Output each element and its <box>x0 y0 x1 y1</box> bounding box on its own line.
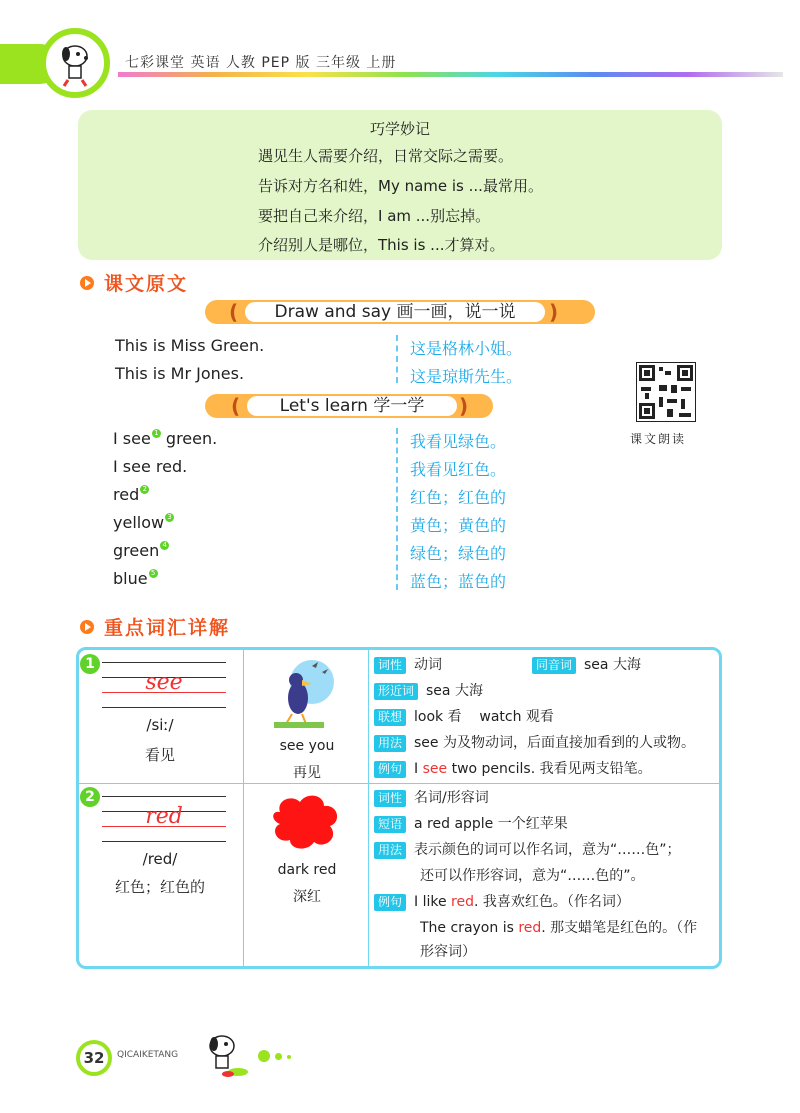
draw-say-banner <box>205 300 595 324</box>
mnemonic-line: 介绍别人是哪位，This is ...才算对。 <box>258 236 505 254</box>
text-en: I see <box>113 429 151 448</box>
text-line-en <box>113 429 217 448</box>
bird-illustration-icon <box>268 656 340 732</box>
detail-text: 动词 <box>414 657 443 673</box>
footnote-number: 5 <box>149 569 158 578</box>
detail-row <box>374 839 681 859</box>
footnote-number: 4 <box>160 541 169 550</box>
paren-left-icon: ( <box>231 394 241 418</box>
mnemonic-box <box>78 110 722 260</box>
footnote-number: 2 <box>140 485 149 494</box>
mnemonic-title: 巧学妙记 <box>369 120 430 138</box>
divider-dashed <box>396 428 398 590</box>
detail-text: . 那支蜡笔是红色的。（作 <box>541 920 698 936</box>
vocab-number: 2 <box>80 787 100 807</box>
text-line-en: I see red. <box>113 457 188 476</box>
text-line-cn: 蓝色；蓝色的 <box>410 572 507 591</box>
footnote-number: 3 <box>165 513 174 522</box>
detail-text: look 看 watch 观看 <box>414 709 554 725</box>
detail-row <box>374 680 483 700</box>
detail-text: sea 大海 <box>426 683 483 699</box>
label-tag: 词性 <box>374 790 406 807</box>
qr-label: 课文朗读 <box>630 432 687 446</box>
label-tag: 用法 <box>374 735 406 752</box>
footer-brand: QICAIKETANG <box>117 1050 179 1060</box>
text-line-cn: 我看见红色。 <box>410 460 507 479</box>
dog-mascot-icon <box>46 34 104 92</box>
label-tag: 用法 <box>374 842 406 859</box>
detail-row <box>374 654 442 674</box>
detail-row: 还可以作形容词，意为“……色的”。 <box>420 868 645 884</box>
highlight-word: red <box>518 920 542 936</box>
section-title-text: 课文原文 <box>104 273 189 295</box>
text-en: yellow <box>113 513 165 532</box>
rainbow-bar <box>118 72 783 77</box>
text-line-cn: 红色；红色的 <box>410 488 507 507</box>
word-meaning: 看见 <box>144 746 175 764</box>
detail-text: I <box>414 761 423 777</box>
table-divider <box>368 650 369 966</box>
vocab-word: red <box>145 804 183 829</box>
writing-rule <box>102 796 226 797</box>
text-line-en: This is Miss Green. <box>115 336 265 355</box>
image-caption-cn: 深红 <box>293 889 321 905</box>
paren-right-icon: ) <box>549 300 559 324</box>
label-tag: 形近词 <box>374 683 418 700</box>
detail-text: . 我喜欢红色。（作名词） <box>474 894 630 910</box>
paren-left-icon: ( <box>229 300 239 324</box>
section-title-text: 重点词汇详解 <box>104 617 231 639</box>
detail-text: a red apple 一个红苹果 <box>414 816 568 832</box>
detail-row <box>420 917 697 937</box>
writing-rule <box>102 662 226 663</box>
vocab-number: 1 <box>80 654 100 674</box>
table-divider <box>243 650 244 966</box>
divider-dashed <box>396 335 398 383</box>
detail-row <box>374 891 630 911</box>
image-caption-cn: 再见 <box>293 765 321 781</box>
text-line-cn: 绿色；绿色的 <box>410 544 507 563</box>
text-en: green <box>113 541 160 560</box>
label-tag: 联想 <box>374 709 406 726</box>
writing-rule <box>102 707 226 708</box>
word-meaning: 红色；红色的 <box>114 878 205 896</box>
detail-row <box>374 758 652 778</box>
lets-learn-banner <box>205 394 493 418</box>
lets-learn-label: Let's learn 学一学 <box>247 396 457 416</box>
play-bullet-icon <box>80 276 94 290</box>
header-title: 七彩课堂 英语 人教 PEP 版 三年级 上册 <box>125 55 397 71</box>
detail-row <box>374 813 568 833</box>
detail-text: two pencils. 我看见两支铅笔。 <box>447 761 652 777</box>
page-number: 32 <box>76 1040 112 1076</box>
qr-code-icon[interactable] <box>636 362 696 422</box>
detail-row <box>374 732 695 752</box>
mnemonic-line: 遇见生人需要介绍，日常交际之需要。 <box>258 147 514 165</box>
image-caption-en: see you <box>279 738 335 754</box>
label-tag: 例句 <box>374 894 406 911</box>
text-line-cn: 我看见绿色。 <box>410 432 507 451</box>
decor-dot <box>287 1055 291 1059</box>
text-line-en <box>113 569 158 588</box>
dog-painting-icon <box>198 1028 254 1080</box>
mnemonic-line: 要把自己来介绍，I am ...别忘掉。 <box>258 207 491 225</box>
detail-text: 名词/形容词 <box>414 790 489 806</box>
detail-text: The crayon is <box>420 920 519 936</box>
decor-dot <box>258 1050 270 1062</box>
paren-right-icon: ) <box>459 394 469 418</box>
writing-rule <box>102 841 226 842</box>
phonetic: /red/ <box>142 850 178 868</box>
image-caption-en: dark red <box>277 862 337 878</box>
mascot-logo <box>40 28 110 98</box>
text-line-en: This is Mr Jones. <box>115 364 245 383</box>
detail-row <box>374 787 489 807</box>
detail-text: 表示颜色的词可以作名词，意为“……色”； <box>414 842 681 858</box>
detail-text: sea 大海 <box>584 657 641 673</box>
mnemonic-line: 告诉对方名和姓，My name is ...最常用。 <box>258 177 543 195</box>
label-tag: 例句 <box>374 761 406 778</box>
vocab-word: see <box>145 670 183 695</box>
label-tag: 短语 <box>374 816 406 833</box>
label-tag: 同音词 <box>532 657 576 674</box>
highlight-word: red <box>451 894 474 910</box>
detail-row <box>374 706 554 726</box>
phonetic: /siː/ <box>146 716 174 734</box>
text-line-en <box>113 513 174 532</box>
text-en: red <box>113 485 140 504</box>
text-line-en <box>113 485 149 504</box>
footnote-number: 1 <box>152 429 161 438</box>
table-divider <box>79 783 719 784</box>
play-bullet-icon <box>80 620 94 634</box>
text-line-en <box>113 541 169 560</box>
decor-dot <box>275 1053 282 1060</box>
detail-text: I like <box>414 894 452 910</box>
text-line-cn: 黄色；黄色的 <box>410 516 507 535</box>
red-paint-splash-icon <box>266 790 346 854</box>
detail-text: see 为及物动词，后面直接加看到的人或物。 <box>414 735 695 751</box>
detail-row <box>532 654 641 674</box>
text-en: blue <box>113 569 148 588</box>
draw-say-label: Draw and say 画一画，说一说 <box>245 302 545 322</box>
text-en: green. <box>160 429 218 448</box>
text-line-cn: 这是琼斯先生。 <box>410 367 523 386</box>
highlight-word: see <box>422 761 448 777</box>
label-tag: 词性 <box>374 657 406 674</box>
detail-row: 形容词） <box>420 944 476 960</box>
text-line-cn: 这是格林小姐。 <box>410 339 523 358</box>
